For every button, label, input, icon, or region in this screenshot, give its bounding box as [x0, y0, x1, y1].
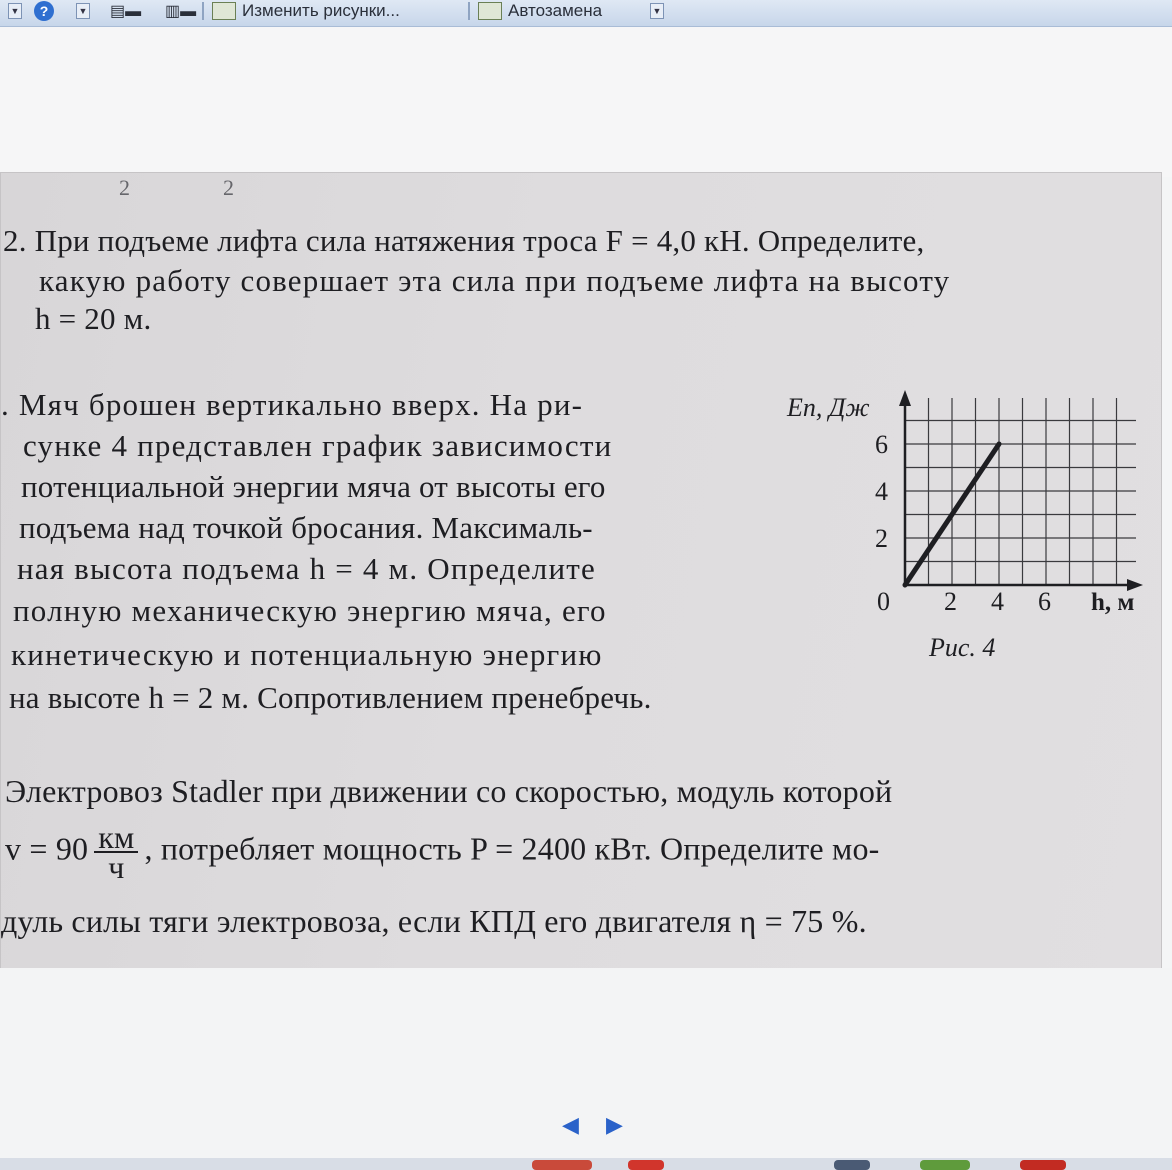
problem-2-line-3: потенциальной энергии мяча от высоты его — [21, 469, 606, 504]
chevron-down-icon: ▼ — [76, 3, 90, 19]
speed-unit-fraction — [94, 819, 138, 885]
problem-3-line-2 — [5, 819, 880, 885]
word-toolbar — [0, 0, 1172, 27]
y-tick-label: 2 — [875, 524, 888, 553]
problem-3-line-3: дуль силы тяги электровоза, если КПД его двигателя η = 75 %. — [1, 903, 867, 939]
problem-2-line-2: сунке 4 представлен график зависимости — [23, 428, 613, 463]
x-tick-label: 2 — [944, 587, 957, 616]
taskbar-app-icon[interactable] — [1020, 1160, 1066, 1170]
previous-page-button[interactable] — [562, 1112, 579, 1138]
problem-2-line-4: подъема над точкой бросания. Максималь- — [19, 510, 593, 545]
taskbar-app-icon[interactable] — [532, 1160, 592, 1170]
fraction-numerator: км — [94, 823, 138, 853]
problem-1-text-1: При подъеме лифта сила натяжения троса F = 4,0 кН. Определите, — [34, 223, 925, 258]
outdent-button[interactable] — [165, 0, 196, 22]
chart-grid — [905, 398, 1136, 585]
problem-2-line-1 — [1, 385, 583, 425]
x-tick-label: 0 — [877, 587, 890, 616]
y-axis-label: Eп, Дж — [787, 393, 870, 422]
chevron-down-icon: ▼ — [650, 3, 664, 19]
next-page-button[interactable] — [606, 1112, 623, 1138]
problem-3-line-1: Электровоз Stadler при движении со скоростью, модуль которой — [5, 773, 893, 809]
y-tick-label: 6 — [875, 430, 888, 459]
cut-off-text: 2 — [223, 175, 234, 200]
scanned-textbook-page — [0, 172, 1162, 969]
problem-1-number: 2. — [3, 223, 27, 258]
picture-icon — [212, 2, 236, 20]
triangle-right-icon: ▶ — [606, 1112, 623, 1137]
energy-height-chart — [781, 388, 1151, 668]
taskbar-app-icon[interactable] — [628, 1160, 664, 1170]
problem-2-text-1: Мяч брошен вертикально вверх. На ри- — [18, 387, 584, 422]
y-tick-label: 4 — [875, 477, 888, 506]
fraction-denominator: ч — [108, 849, 125, 885]
problem-3-text-2: , потребляет мощность P = 2400 кВт. Определите мо- — [144, 830, 880, 867]
document-background — [0, 27, 1172, 177]
change-pictures-label: Изменить рисунки... — [242, 1, 400, 20]
document-background-bottom — [0, 968, 1172, 1170]
x-axis-label: h, м — [1091, 589, 1135, 616]
y-axis-arrow — [899, 390, 911, 406]
problem-2-line-8: на высоте h = 2 м. Сопротивлением пренебречь. — [9, 680, 652, 715]
toolbar-separator — [468, 2, 470, 20]
toolbar-options-button[interactable] — [76, 0, 90, 22]
help-icon: ? — [34, 1, 54, 21]
indent-button[interactable] — [110, 0, 141, 22]
problem-2-line-7: кинетическую и потенциальную энергию — [11, 637, 603, 672]
dropdown-arrow-button[interactable] — [8, 0, 22, 22]
autocorrect-button[interactable] — [478, 0, 602, 22]
change-pictures-button[interactable] — [212, 0, 400, 22]
problem-1-line-1 — [3, 221, 924, 261]
x-tick-label: 6 — [1038, 587, 1051, 616]
cut-off-text: 2 — [119, 175, 130, 200]
speed-value: v = 90 — [5, 830, 89, 867]
help-button[interactable] — [34, 0, 54, 22]
chart-svg — [781, 388, 1151, 663]
taskbar-app-icon[interactable] — [920, 1160, 970, 1170]
figure-caption: Рис. 4 — [929, 633, 996, 662]
problem-1-line-2: какую работу совершает эта сила при подъеме лифта на высоту — [39, 263, 951, 298]
autocorrect-icon — [478, 2, 502, 20]
triangle-left-icon: ◀ — [562, 1112, 579, 1137]
taskbar-app-icon[interactable] — [834, 1160, 870, 1170]
autocorrect-label: Автозамена — [508, 1, 603, 20]
toolbar-overflow-button[interactable] — [650, 0, 664, 22]
outdent-icon: ▥▬ — [165, 3, 197, 20]
problem-1-line-3: h = 20 м. — [35, 301, 152, 336]
problem-2-line-6: полную механическую энергию мяча, его — [13, 593, 607, 628]
problem-2-number: . — [1, 387, 10, 422]
x-tick-label: 4 — [991, 587, 1004, 616]
chevron-down-icon: ▼ — [8, 3, 22, 19]
toolbar-separator — [202, 2, 204, 20]
indent-icon: ▤▬ — [110, 3, 142, 20]
chart-ticks — [875, 430, 1051, 616]
problem-2-line-5: ная высота подъема h = 4 м. Определите — [17, 551, 596, 586]
